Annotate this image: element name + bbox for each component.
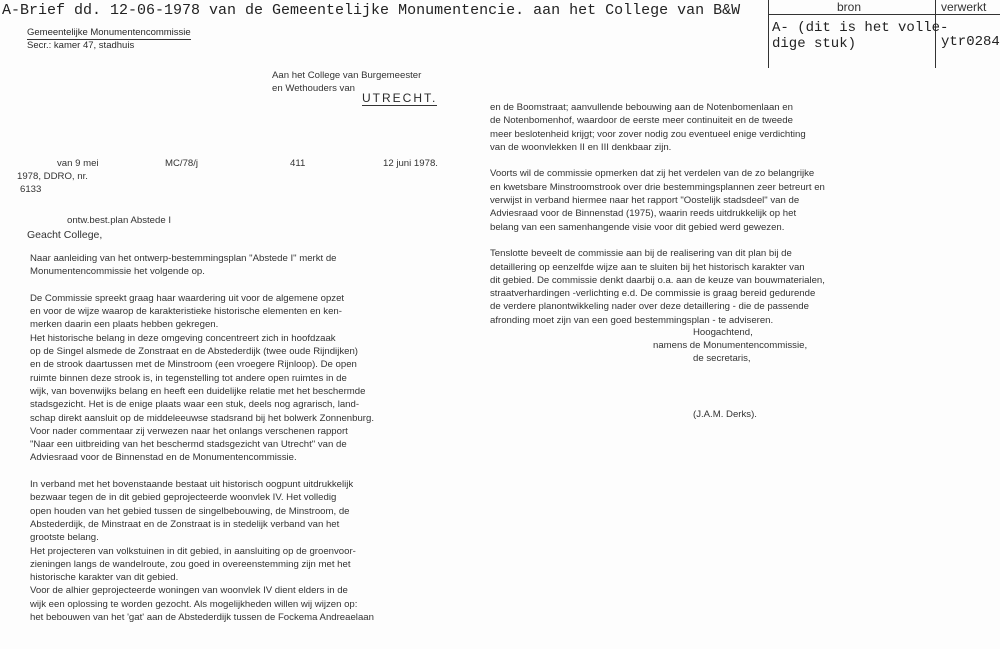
addressee-line-1: Aan het College van Burgemeester <box>272 70 422 81</box>
text-line: Monumentencommissie het volgende op. <box>30 266 205 278</box>
text-line: verwijst in verband hiermee naar het rapport "Oostelijk stadsdeel" van de <box>490 195 800 207</box>
text-line: de Notenbomenhof, waardoor de eerste meer continuiteit en de tweede <box>490 115 793 127</box>
text-line: en kwetsbare Minstroomstrook over drie bestemmingsplannen zeer betreurt en <box>490 181 825 193</box>
text-line: "Naar een uitbreiding van het beschermd stadsgezicht van Utrecht" van de <box>30 439 347 451</box>
text-line <box>30 465 374 478</box>
text-line: Naar aanleiding van het ontwerp-bestemmingsplan "Abstede I" merkt de <box>30 253 337 264</box>
text-line: Het projecteren van volkstuinen in dit gebied, in aansluiting op de groenvoor- <box>30 545 356 557</box>
right-column-text <box>490 101 825 327</box>
text-line: dit gebied. De commissie denkt daarbij o.a. aan de keuze van bouwmaterialen, <box>490 274 825 286</box>
left-column-text <box>30 252 374 624</box>
reference-line-2: 1978, DDRO, nr. <box>17 171 88 182</box>
text-line: merken daarin een plaats hebben gekregen. <box>30 319 219 331</box>
text-line: Voor nader commentaar zij verwezen naar het onlangs verschenen rapport <box>30 425 348 437</box>
text-line: Tenslotte beveelt de commissie aan bij de realisering van dit plan bij de <box>490 248 792 260</box>
column-header-bron: bron <box>837 0 862 14</box>
text-line: afronding moet zijn van een goed bestemmingsplan - te adviseren. <box>490 314 774 326</box>
text-line: straatverhardingen -verlichting e.d. De commissie is graag bereid gedurende <box>490 288 816 300</box>
text-line: en de strook daartussen met de Minstroom (een vroegere Rijnloop). De open <box>30 359 357 371</box>
reference-line-1: van 9 mei <box>57 158 99 169</box>
bron-line-2: dige stuk) <box>772 36 857 52</box>
text-line: meer beslotenheid krijgt; voor zover nodig zou eventueel enige verdichting <box>490 128 806 140</box>
text-line: het bebouwen van het 'gat' aan de Abstederdijk tussen de Fockema Andreaelaan <box>30 612 374 624</box>
text-line: stadsgezicht. Het is de enige plaats waar een stuk, deels nog agrarisch, land- <box>30 399 360 411</box>
text-line: zieningen langs de wandelroute, zou goed in overeenstemming zijn met het <box>30 558 351 570</box>
text-line: Het historische belang in deze omgeving concentreert zich in hoofdzaak <box>30 332 336 344</box>
signatory-name: (J.A.M. Derks). <box>693 409 757 420</box>
text-line: grootste belang. <box>30 532 99 544</box>
reference-number: 411 <box>290 158 306 169</box>
text-line: van de woonvlekken II en III denkbaar zijn. <box>490 141 672 153</box>
text-line: bezwaar tegen de in dit gebied geprojecteerde woonvlek IV. Het volledig <box>30 492 337 504</box>
verwerkt-value: ytr0284 <box>941 34 1000 50</box>
letter-date: 12 juni 1978. <box>383 158 438 169</box>
text-line: wijk, van bovenwijks belang en heeft een duidelijke relatie met het beschermde <box>30 385 366 397</box>
sender-name: Gemeentelijke Monumentencommissie <box>27 27 191 38</box>
document-header-title: A-Brief dd. 12-06-1978 van de Gemeentelijke Monumentencie. aan het College van B&W <box>2 2 741 19</box>
column-header-verwerkt: verwerkt <box>941 0 987 14</box>
text-line <box>490 154 825 167</box>
text-line: Voorts wil de commissie opmerken dat zij het verdelen van de zo belangrijke <box>490 168 815 180</box>
text-line: belang van een samenhangende visie voor dit gebied werd gewezen. <box>490 221 785 233</box>
text-line: Adviesraad voor de Binnenstad (1975), waarin reeds uitdrukkelijk op het <box>490 208 797 220</box>
text-line: op de Singel alsmede de Zonstraat en de Abstederdijk (twee oude Rijndijken) <box>30 346 358 358</box>
kenmerk: MC/78/j <box>165 158 199 169</box>
table-divider <box>769 14 1000 15</box>
text-line: open houden van het gebied tussen de singelbebouwing, de Minstroom, de <box>30 505 350 517</box>
addressee-line-2: en Wethouders van <box>272 83 356 94</box>
reference-line-3: 6133 <box>20 184 42 195</box>
register-table <box>768 0 1000 68</box>
text-line: In verband met het bovenstaande bestaat uit historisch oogpunt uitdrukkelijk <box>30 479 354 491</box>
text-line: en voor de wijze waarop de karakteristieke historische elementen en ken- <box>30 306 342 318</box>
addressee-city: UTRECHT. <box>362 91 438 105</box>
text-line: Adviesraad voor de Binnenstad en de Monumentencommissie. <box>30 452 297 464</box>
salutation: Geacht College, <box>27 229 103 241</box>
closing-on-behalf: namens de Monumentencommissie, <box>653 340 808 351</box>
text-line: detaillering op eenzelfde wijze aan te sluiten bij het historisch karakter van <box>490 261 805 273</box>
text-line: De Commissie spreekt graag haar waardering uit voor de algemene opzet <box>30 292 345 304</box>
subject: ontw.best.plan Abstede I <box>67 215 172 226</box>
text-line: historische karakter van dit gebied. <box>30 572 179 584</box>
closing-role: de secretaris, <box>693 353 751 364</box>
bron-line-1: A- (dit is het volle- <box>772 20 949 36</box>
text-line <box>490 234 825 247</box>
sender-address: Secr.: kamer 47, stadhuis <box>27 40 135 51</box>
text-line: wijk een oplossing te worden gezocht. Als mogelijkheden willen wij wijzen op: <box>30 598 358 610</box>
text-line: ruimte binnen deze strook is, in tegenstelling tot andere open ruimtes in de <box>30 372 347 384</box>
text-line: schap direkt aansluit op de middeleeuwse stadsrand bij het bolwerk Zonnenburg. <box>30 412 374 424</box>
text-line: Abstederdijk, de Minstraat en de Zonstraat is in stedelijk verband van het <box>30 518 340 530</box>
text-line: en de Boomstraat; aanvullende bebouwing aan de Notenbomenlaan en <box>490 102 793 113</box>
text-line: Voor de alhier geprojecteerde woningen van woonvlek IV dient elders in de <box>30 585 348 597</box>
text-line <box>30 279 374 292</box>
closing-greeting: Hoogachtend, <box>693 327 753 338</box>
text-line: de verdere planontwikkeling nader over deze detaillering - die de passende <box>490 301 809 313</box>
